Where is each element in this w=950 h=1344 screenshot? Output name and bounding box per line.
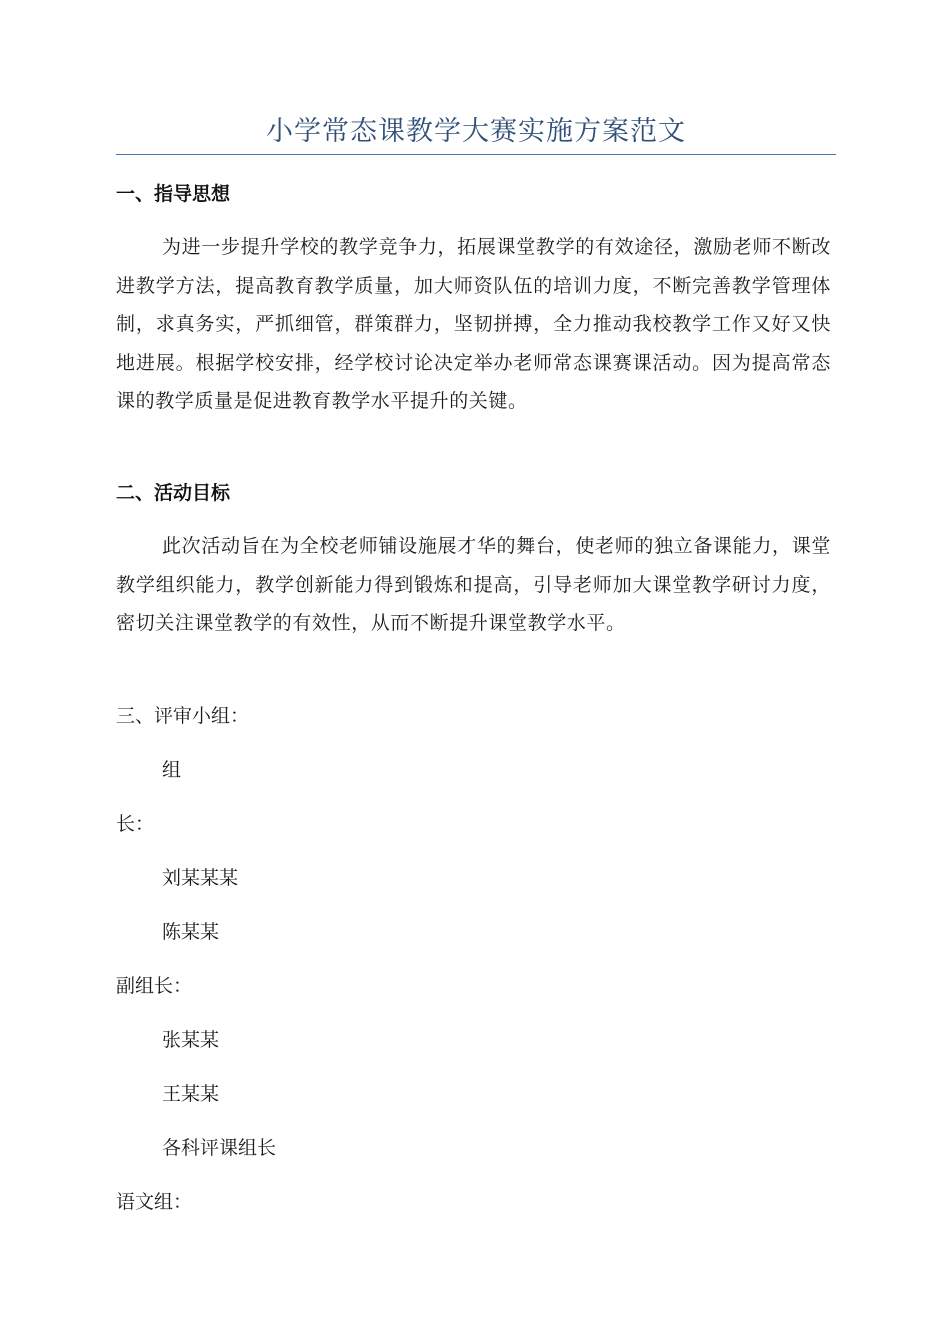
panel-role-label: 副组长： bbox=[116, 975, 193, 997]
title-underline bbox=[116, 154, 836, 155]
panel-member: 陈某某 bbox=[162, 921, 220, 943]
section-heading-guiding-ideology: 一、指导思想 bbox=[116, 183, 231, 205]
section-body-guiding-ideology: 为进一步提升学校的教学竞争力，拓展课堂教学的有效途径，激励老师不断改进教学方法，提高教育教学质量，加大师资队伍的培训力度，不断完善教学管理体制，求真务实，严抓细管，群策群力，坚韧拼搏，全力推动我校教学工作又好又快地进展。根据学校安排，经学校讨论决定举办老师常态课赛课活动。因为提高常态课的教学质量是促进教育教学水平提升的关键。 bbox=[116, 236, 831, 412]
panel-role-label: 语文组： bbox=[116, 1191, 193, 1213]
panel-member: 刘某某某 bbox=[162, 867, 239, 889]
panel-member: 各科评课组长 bbox=[162, 1137, 277, 1159]
panel-line: 长： bbox=[116, 813, 155, 835]
panel-member: 王某某 bbox=[162, 1083, 220, 1105]
section-body-activity-goals: 此次活动旨在为全校老师铺设施展才华的舞台，使老师的独立备课能力，课堂教学组织能力，教学创新能力得到锻炼和提高，引导老师加大课堂教学研讨力度，密切关注课堂教学的有效性，从而不断提升课堂教学水平。 bbox=[116, 535, 831, 634]
panel-line: 组 bbox=[162, 759, 182, 781]
section-heading-review-panel: 三、评审小组： bbox=[116, 705, 250, 727]
panel-member: 张某某 bbox=[162, 1029, 220, 1051]
section-heading-activity-goals: 二、活动目标 bbox=[116, 482, 231, 504]
document-title: 小学常态课教学大赛实施方案范文 bbox=[266, 116, 686, 147]
